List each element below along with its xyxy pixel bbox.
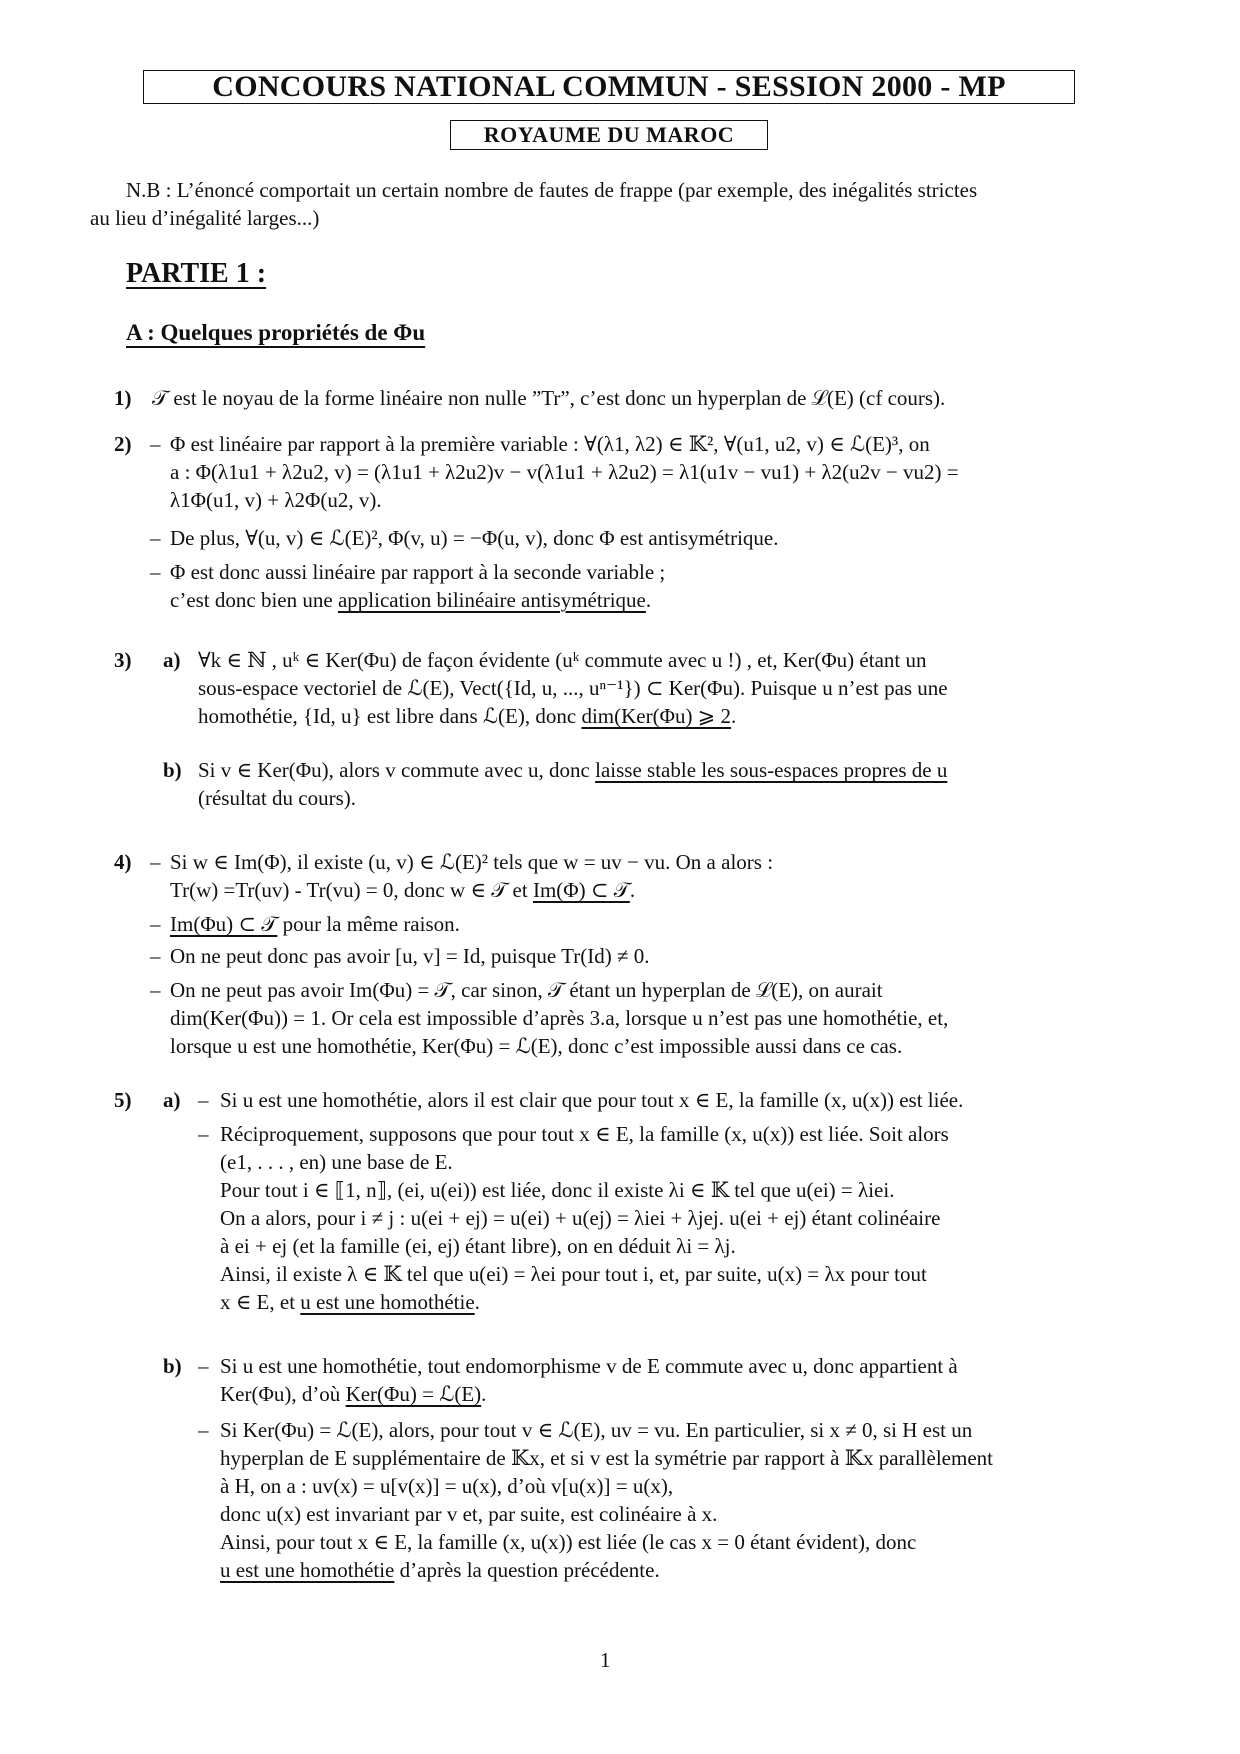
partie-heading: PARTIE 1 : <box>126 258 267 289</box>
section-heading: A : Quelques propriétés de Φu <box>126 320 426 345</box>
nb-note: N.B : L’énoncé comportait un certain nombre de fautes de frappe (par exemple, des inégalités strictes au lieu d’inégalité larges...) <box>90 178 978 230</box>
page: CONCOURS NATIONAL COMMUN - SESSION 2000 - MP ROYAUME DU MAROC N.B : L’énoncé comportait un certain nombre de fautes de frappe (par exemple, des inégalités strictes au lieu d’inégalité larges...) PARTIE 1 : A : Quelques propriétés de Φu 1) 𝒯 est le noyau de la forme linéaire non nulle ”Tr”, c’est donc un hyperplan de ℒ(E) (cf cours). 2) – Φ est linéaire par rapport à la première variable : ∀(λ1, λ2) ∈ 𝕂², ∀(u1, u2, v) ∈ ℒ(E)³, on a : Φ(λ1u1 + λ2u2, v) = (λ1u1 + λ2u2)v − v(λ1u1 + λ2u2) = λ1(u1v − vu1) + λ2(u2v − vu2) = λ1Φ(u1, v) + λ2Φ(u2, v). – De plus, ∀(u, v) ∈ ℒ(E)², Φ(v, u) = −Φ(u, v), donc Φ est antisymétrique. – Φ est donc aussi linéaire par rapport à la seconde variable ; c’est donc bien une application bilinéaire antisymétrique. 3) a) ∀k ∈ ℕ , uᵏ ∈ Ker(Φu) de façon évidente (uᵏ commute avec u !) , et, Ker(Φu) étant un sous-espace vectoriel de ℒ(E), Vect({Id, u, ..., uⁿ⁻¹}) ⊂ Ker(Φu). Puisque u n’est pas une homothétie, {Id, u} est libre dans ℒ(E), donc dim(Ker(Φu) ⩾ 2. b) Si v ∈ Ker(Φu), alors v commute avec u, donc laisse stable les sous-espaces propres de u (résultat du cours). 4) – Si w ∈ Im(Φ), il existe (u, v) ∈ ℒ(E)² tels que w = uv − vu. On a alors : Tr(w) =Tr(uv) - Tr(vu) = 0, donc w ∈ 𝒯 et Im(Φ) ⊂ 𝒯. – Im(Φu) ⊂ 𝒯 pour la même raison. – On ne peut donc pas avoir [u, v] = Id, puisque Tr(Id) ≠ 0. – On ne peut pas avoir Im(Φu) = 𝒯, car sinon, 𝒯 étant un hyperplan de ℒ(E), on aurait dim(Ker(Φu)) = 1. Or cela est impossible d’après 3.a, lorsque u n’est pas une homothétie, et, lorsque u est une homothétie, Ker(Φu) = ℒ(E), donc c’est impossible aussi dans ce cas. 5) a) – Si u est une homothétie, alors il est clair que pour tout x ∈ E, la famille (x, u(x)) est liée. – Réciproquement, supposons que pour tout x ∈ E, la famille (x, u(x)) est liée. Soit alors (e1, . . . , en) une base de E. Pour tout i ∈ ⟦1, n⟧, (ei, u(ei)) est liée, donc il existe λi ∈ 𝕂 tel que u(ei) = λiei. On a alors, pour i ≠ j : u(ei + ej) = u(ei) + u(ej) = λiei + λjej. u(ei + ej) étant colinéaire à ei + ej (et la famille (ei, ej) étant libre), on en déduit λi = λj. Ainsi, il existe λ ∈ 𝕂 tel que u(ei) = λei pour tout i, et, par suite, u(x) = λx pour tout x ∈ E, et u est une homothétie. b) – Si u est une homothétie, tout endomorphisme v de E commute avec u, donc appartient à Ker(Φu), d’où Ker(Φu) = ℒ(E). – Si Ker(Φu) = ℒ(E), alors, pour tout v ∈ ℒ(E), uv = vu. En particulier, si x ≠ 0, si H est un hyperplan de E supplémentaire de 𝕂x, et si v est la symétrie par rapport à 𝕂x parallèlement à H, on a : uv(x) = u[v(x)] = u(x), d’où v[u(x)] = u(x), donc u(x) est invariant par v et, par suite, est colinéaire à x. Ainsi, pour tout x ∈ E, la famille (x, u(x)) est liée (le cas x = 0 étant évident), donc u est une homothétie d’après la question précédente. 1 <box>0 0 1240 1754</box>
page-number: 1 <box>600 1648 611 1672</box>
document-title: CONCOURS NATIONAL COMMUN - SESSION 2000 - MP <box>143 70 1075 104</box>
document-subtitle: ROYAUME DU MAROC <box>450 120 768 150</box>
